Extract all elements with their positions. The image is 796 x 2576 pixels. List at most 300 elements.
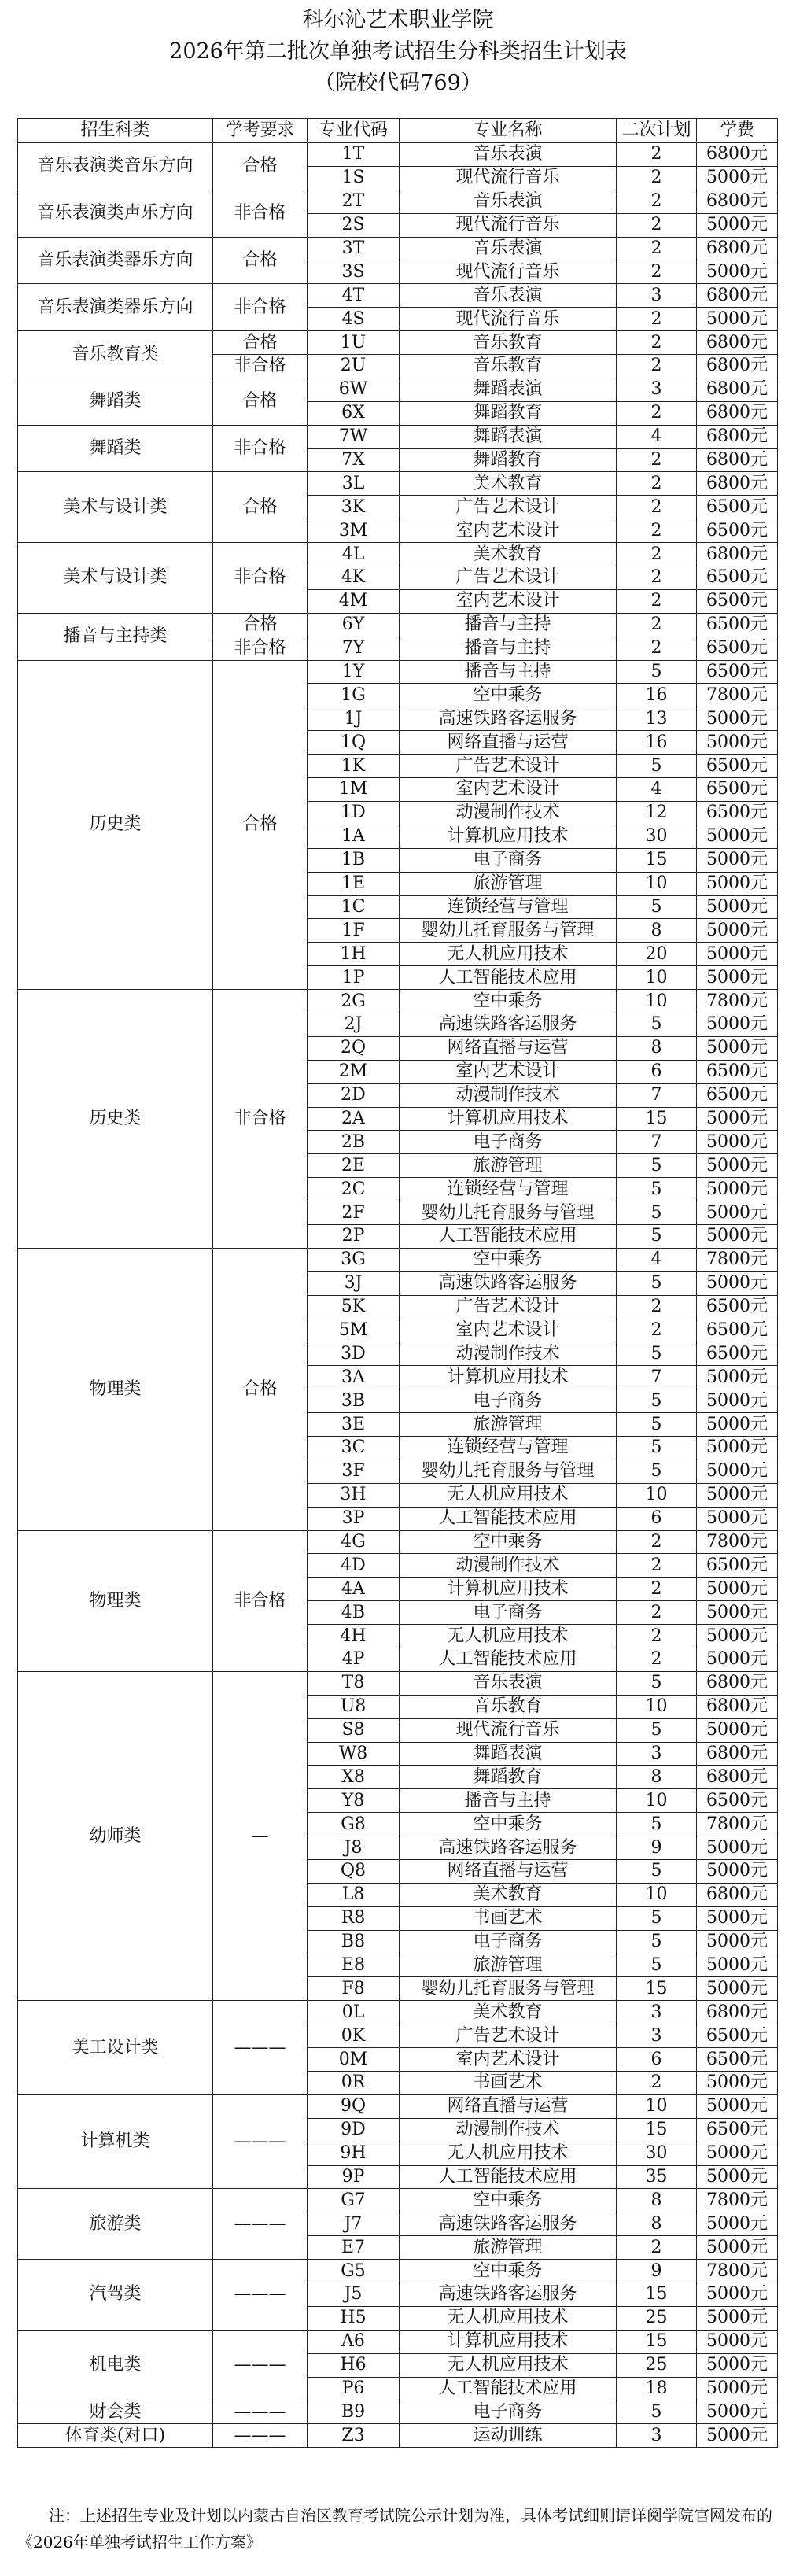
table-row [18, 425, 778, 448]
plan-count-cell: 8 [617, 1766, 697, 1789]
major-code-cell: 6Y [308, 613, 400, 637]
tuition-cell: 5000元 [697, 1483, 778, 1507]
tuition-cell: 6500元 [697, 613, 778, 637]
tuition-cell: 5000元 [697, 919, 778, 943]
category-cell: 体育类(对口) [18, 2424, 213, 2448]
category-cell: 美工设计类 [18, 2001, 213, 2095]
header-major-code: 专业代码 [308, 119, 400, 143]
plan-count-cell: 4 [617, 778, 697, 802]
requirement-cell: 非合格 [213, 990, 308, 1249]
header-requirement: 学考要求 [213, 119, 308, 143]
plan-count-cell: 15 [617, 1977, 697, 2001]
major-code-cell: W8 [308, 1742, 400, 1766]
tuition-cell: 5000元 [697, 943, 778, 966]
tuition-cell: 5000元 [697, 2306, 778, 2330]
category-cell: 舞蹈类 [18, 425, 213, 472]
major-code-cell: 3E [308, 1413, 400, 1437]
major-name-cell: 舞蹈教育 [400, 448, 617, 472]
major-name-cell: 空中乘务 [400, 684, 617, 707]
plan-count-cell: 9 [617, 1836, 697, 1860]
tuition-cell: 6500元 [697, 660, 778, 684]
major-code-cell: 1K [308, 755, 400, 778]
tuition-cell: 7800元 [697, 1530, 778, 1554]
plan-count-cell: 16 [617, 731, 697, 755]
category-cell: 音乐表演类声乐方向 [18, 190, 213, 237]
plan-count-cell: 2 [617, 166, 697, 190]
category-cell: 旅游类 [18, 2189, 213, 2260]
requirement-cell: 非合格 [213, 284, 308, 331]
major-name-cell: 运动训练 [400, 2424, 617, 2448]
major-code-cell: 6W [308, 378, 400, 401]
major-code-cell: 2Q [308, 1036, 400, 1060]
major-code-cell: 1E [308, 872, 400, 895]
plan-count-cell: 2 [617, 2236, 697, 2260]
plan-count-cell: 4 [617, 425, 697, 448]
major-name-cell: 人工智能技术应用 [400, 2377, 617, 2401]
major-code-cell: 4P [308, 1648, 400, 1672]
major-code-cell: 1J [308, 707, 400, 731]
major-name-cell: 音乐表演 [400, 284, 617, 308]
tuition-cell: 6800元 [697, 190, 778, 213]
plan-count-cell: 13 [617, 707, 697, 731]
plan-count-cell: 8 [617, 2189, 697, 2212]
tuition-cell: 6800元 [697, 472, 778, 496]
major-code-cell: Z3 [308, 2424, 400, 2448]
plan-count-cell: 2 [617, 519, 697, 543]
plan-count-cell: 2 [617, 613, 697, 637]
tuition-cell: 5000元 [697, 1718, 778, 1742]
requirement-cell: 合格 [213, 331, 308, 355]
plan-count-cell: 18 [617, 2377, 697, 2401]
plan-count-cell: 2 [617, 260, 697, 284]
major-code-cell: 2P [308, 1224, 400, 1248]
plan-count-cell: 30 [617, 825, 697, 848]
major-code-cell: 2M [308, 1060, 400, 1083]
plan-count-cell: 15 [617, 848, 697, 872]
plan-count-cell: 2 [617, 143, 697, 167]
major-name-cell: 广告艺术设计 [400, 496, 617, 519]
major-name-cell: 计算机应用技术 [400, 1578, 617, 1601]
major-name-cell: 音乐教育 [400, 1695, 617, 1718]
major-name-cell: 高速铁路客运服务 [400, 2212, 617, 2236]
major-code-cell: Q8 [308, 1860, 400, 1884]
major-code-cell: 0L [308, 2001, 400, 2024]
major-code-cell: G8 [308, 1813, 400, 1836]
category-cell: 物理类 [18, 1248, 213, 1530]
major-name-cell: 网络直播与运营 [400, 2094, 617, 2118]
title-block [0, 0, 796, 113]
major-name-cell: 电子商务 [400, 2401, 617, 2424]
major-code-cell: 4T [308, 284, 400, 308]
major-name-cell: 现代流行音乐 [400, 213, 617, 237]
major-code-cell: 4B [308, 1601, 400, 1625]
major-code-cell: 1P [308, 966, 400, 990]
major-code-cell: 3G [308, 1248, 400, 1271]
major-name-cell: 电子商务 [400, 1389, 617, 1413]
major-name-cell: 旅游管理 [400, 872, 617, 895]
plan-count-cell: 6 [617, 2048, 697, 2072]
category-cell: 财会类 [18, 2401, 213, 2424]
plan-count-cell: 3 [617, 378, 697, 401]
tuition-cell: 6500元 [697, 1060, 778, 1083]
major-name-cell: 广告艺术设计 [400, 1295, 617, 1319]
requirement-cell: 非合格 [213, 637, 308, 660]
major-code-cell: 3K [308, 496, 400, 519]
tuition-cell: 6800元 [697, 448, 778, 472]
plan-count-cell: 2 [617, 496, 697, 519]
major-code-cell: 1F [308, 919, 400, 943]
plan-count-cell: 2 [617, 566, 697, 590]
major-code-cell: G7 [308, 2189, 400, 2212]
tuition-cell: 5000元 [697, 1154, 778, 1178]
major-name-cell: 广告艺术设计 [400, 755, 617, 778]
major-name-cell: 无人机应用技术 [400, 2353, 617, 2377]
tuition-cell: 6500元 [697, 496, 778, 519]
plan-count-cell: 10 [617, 1883, 697, 1906]
plan-count-cell: 5 [617, 1671, 697, 1695]
major-name-cell: 现代流行音乐 [400, 166, 617, 190]
major-name-cell: 旅游管理 [400, 2236, 617, 2260]
tuition-cell: 5000元 [697, 1507, 778, 1530]
category-cell: 历史类 [18, 990, 213, 1249]
major-name-cell: 美术教育 [400, 472, 617, 496]
major-code-cell: 2T [308, 190, 400, 213]
header-tuition: 学费 [697, 119, 778, 143]
tuition-cell: 6800元 [697, 143, 778, 167]
plan-count-cell: 2 [617, 1648, 697, 1672]
plan-count-cell: 3 [617, 2424, 697, 2448]
major-name-cell: 音乐表演 [400, 237, 617, 260]
major-code-cell: 1C [308, 895, 400, 919]
plan-count-cell: 5 [617, 1389, 697, 1413]
major-name-cell: 空中乘务 [400, 1813, 617, 1836]
major-code-cell: 3J [308, 1271, 400, 1295]
major-name-cell: 连锁经营与管理 [400, 895, 617, 919]
major-name-cell: 舞蹈表演 [400, 1742, 617, 1766]
requirement-cell: ——— [213, 2330, 308, 2401]
header-category: 招生科类 [18, 119, 213, 143]
tuition-cell: 5000元 [697, 1954, 778, 1977]
plan-count-cell: 25 [617, 2306, 697, 2330]
tuition-cell: 5000元 [697, 2236, 778, 2260]
plan-count-cell: 5 [617, 2401, 697, 2424]
major-name-cell: 连锁经营与管理 [400, 1436, 617, 1460]
major-code-cell: 2A [308, 1107, 400, 1131]
major-name-cell: 动漫制作技术 [400, 1554, 617, 1578]
major-code-cell: 4D [308, 1554, 400, 1578]
plan-count-cell: 5 [617, 1930, 697, 1954]
major-code-cell: J5 [308, 2283, 400, 2307]
header-major-name: 专业名称 [400, 119, 617, 143]
tuition-cell: 5000元 [697, 2072, 778, 2095]
major-code-cell: 2J [308, 1013, 400, 1036]
major-code-cell: 2S [308, 213, 400, 237]
tuition-cell: 6500元 [697, 1083, 778, 1107]
plan-count-cell: 7 [617, 1131, 697, 1154]
tuition-cell: 6500元 [697, 2048, 778, 2072]
table-row [18, 331, 778, 355]
tuition-cell: 5000元 [697, 1648, 778, 1672]
plan-count-cell: 2 [617, 355, 697, 378]
enrollment-plan-table [17, 118, 778, 2448]
major-name-cell: 高速铁路客运服务 [400, 1836, 617, 1860]
requirement-cell: 非合格 [213, 425, 308, 472]
tuition-cell: 6500元 [697, 1554, 778, 1578]
plan-count-cell: 5 [617, 1154, 697, 1178]
tuition-cell: 7800元 [697, 990, 778, 1013]
tuition-cell: 5000元 [697, 1906, 778, 1930]
table-row [18, 990, 778, 1013]
tuition-cell: 5000元 [697, 1013, 778, 1036]
major-code-cell: 4A [308, 1578, 400, 1601]
plan-count-cell: 5 [617, 1954, 697, 1977]
plan-count-cell: 2 [617, 637, 697, 660]
tuition-cell: 6800元 [697, 237, 778, 260]
major-name-cell: 动漫制作技术 [400, 801, 617, 825]
major-name-cell: 动漫制作技术 [400, 1083, 617, 1107]
plan-count-cell: 35 [617, 2165, 697, 2189]
plan-count-cell: 10 [617, 2094, 697, 2118]
table-row [18, 472, 778, 496]
table-row [18, 284, 778, 308]
major-code-cell: X8 [308, 1766, 400, 1789]
tuition-cell: 6500元 [697, 519, 778, 543]
major-name-cell: 空中乘务 [400, 1248, 617, 1271]
requirement-cell: 非合格 [213, 190, 308, 237]
major-name-cell: 计算机应用技术 [400, 1366, 617, 1389]
tuition-cell: 6500元 [697, 755, 778, 778]
major-code-cell: R8 [308, 1906, 400, 1930]
tuition-cell: 7800元 [697, 1248, 778, 1271]
major-name-cell: 舞蹈表演 [400, 425, 617, 448]
tuition-cell: 6800元 [697, 1766, 778, 1789]
plan-count-cell: 2 [617, 190, 697, 213]
tuition-cell: 5000元 [697, 895, 778, 919]
major-name-cell: 书画艺术 [400, 2072, 617, 2095]
major-code-cell: 3B [308, 1389, 400, 1413]
plan-count-cell: 15 [617, 2118, 697, 2142]
tuition-cell: 6500元 [697, 1319, 778, 1342]
plan-count-cell: 10 [617, 1483, 697, 1507]
major-name-cell: 人工智能技术应用 [400, 2165, 617, 2189]
tuition-cell: 5000元 [697, 213, 778, 237]
tuition-cell: 5000元 [697, 166, 778, 190]
major-code-cell: 3D [308, 1342, 400, 1366]
major-name-cell: 舞蹈表演 [400, 378, 617, 401]
plan-count-cell: 15 [617, 2283, 697, 2307]
major-name-cell: 室内艺术设计 [400, 519, 617, 543]
major-code-cell: 9P [308, 2165, 400, 2189]
tuition-cell: 5000元 [697, 2212, 778, 2236]
tuition-cell: 5000元 [697, 2401, 778, 2424]
tuition-cell: 6500元 [697, 637, 778, 660]
tuition-cell: 6500元 [697, 1342, 778, 1366]
major-name-cell: 计算机应用技术 [400, 2330, 617, 2353]
plan-count-cell: 4 [617, 1248, 697, 1271]
major-name-cell: 广告艺术设计 [400, 566, 617, 590]
requirement-cell: 合格 [213, 143, 308, 190]
tuition-cell: 5000元 [697, 1930, 778, 1954]
major-name-cell: 计算机应用技术 [400, 825, 617, 848]
tuition-cell: 5000元 [697, 1107, 778, 1131]
major-code-cell: 9Q [308, 2094, 400, 2118]
tuition-cell: 6800元 [697, 543, 778, 566]
tuition-cell: 5000元 [697, 2142, 778, 2165]
table-row [18, 613, 778, 637]
footnote: 注：上述招生专业及计划以内蒙古自治区教育考试院公示计划为准，具体考试细则请详阅学院官网发布的《2026年单独考试招生工作方案》 [17, 2506, 772, 2552]
major-name-cell: 无人机应用技术 [400, 2142, 617, 2165]
major-code-cell: 3S [308, 260, 400, 284]
major-name-cell: 现代流行音乐 [400, 308, 617, 331]
plan-count-cell: 10 [617, 1789, 697, 1813]
plan-count-cell: 9 [617, 2260, 697, 2283]
category-cell: 美术与设计类 [18, 543, 213, 614]
plan-count-cell: 5 [617, 1436, 697, 1460]
plan-count-cell: 7 [617, 1366, 697, 1389]
major-name-cell: 播音与主持 [400, 637, 617, 660]
requirement-cell: 合格 [213, 378, 308, 425]
major-code-cell: A6 [308, 2330, 400, 2353]
major-code-cell: 0R [308, 2072, 400, 2095]
tuition-cell: 5000元 [697, 1836, 778, 1860]
plan-count-cell: 2 [617, 1530, 697, 1554]
major-code-cell: 1U [308, 331, 400, 355]
major-code-cell: B8 [308, 1930, 400, 1954]
major-name-cell: 室内艺术设计 [400, 2048, 617, 2072]
major-name-cell: 人工智能技术应用 [400, 1507, 617, 1530]
plan-count-cell: 2 [617, 448, 697, 472]
requirement-cell: ——— [213, 2001, 308, 2095]
tuition-cell: 6500元 [697, 1789, 778, 1813]
plan-count-cell: 6 [617, 1060, 697, 1083]
major-name-cell: 连锁经营与管理 [400, 1178, 617, 1201]
plan-count-cell: 2 [617, 1601, 697, 1625]
major-code-cell: T8 [308, 1671, 400, 1695]
tuition-cell: 6800元 [697, 331, 778, 355]
major-name-cell: 人工智能技术应用 [400, 1224, 617, 1248]
major-code-cell: 7Y [308, 637, 400, 660]
tuition-cell: 5000元 [697, 872, 778, 895]
tuition-cell: 5000元 [697, 1389, 778, 1413]
major-code-cell: 3M [308, 519, 400, 543]
major-name-cell: 空中乘务 [400, 2260, 617, 2283]
major-name-cell: 婴幼儿托育服务与管理 [400, 1977, 617, 2001]
major-name-cell: 音乐教育 [400, 331, 617, 355]
table-row [18, 1671, 778, 1695]
major-name-cell: 高速铁路客运服务 [400, 707, 617, 731]
tuition-cell: 5000元 [697, 1036, 778, 1060]
plan-count-cell: 2 [617, 237, 697, 260]
plan-count-cell: 2 [617, 1295, 697, 1319]
requirement-cell: 合格 [213, 1248, 308, 1530]
major-name-cell: 网络直播与运营 [400, 1860, 617, 1884]
major-name-cell: 网络直播与运营 [400, 1036, 617, 1060]
requirement-cell: 非合格 [213, 1530, 308, 1671]
requirement-cell: 非合格 [213, 543, 308, 614]
major-code-cell: B9 [308, 2401, 400, 2424]
major-name-cell: 高速铁路客运服务 [400, 1271, 617, 1295]
plan-count-cell: 5 [617, 1013, 697, 1036]
tuition-cell: 5000元 [697, 1625, 778, 1648]
major-name-cell: 无人机应用技术 [400, 1625, 617, 1648]
category-cell: 机电类 [18, 2330, 213, 2401]
tuition-cell: 6800元 [697, 425, 778, 448]
tuition-cell: 6800元 [697, 355, 778, 378]
category-cell: 舞蹈类 [18, 378, 213, 425]
major-name-cell: 动漫制作技术 [400, 2118, 617, 2142]
table-row [18, 2260, 778, 2283]
tuition-cell: 5000元 [697, 2283, 778, 2307]
major-code-cell: H6 [308, 2353, 400, 2377]
tuition-cell: 5000元 [697, 1131, 778, 1154]
tuition-cell: 6500元 [697, 1295, 778, 1319]
category-cell: 音乐教育类 [18, 331, 213, 378]
table-row [18, 1248, 778, 1271]
major-name-cell: 婴幼儿托育服务与管理 [400, 1201, 617, 1225]
plan-count-cell: 8 [617, 2212, 697, 2236]
category-cell: 幼师类 [18, 1671, 213, 2000]
tuition-cell: 6500元 [697, 589, 778, 613]
major-name-cell: 电子商务 [400, 1601, 617, 1625]
major-code-cell: 7X [308, 448, 400, 472]
school-code: （院校代码769） [314, 71, 482, 95]
plan-count-cell: 2 [617, 308, 697, 331]
major-name-cell: 空中乘务 [400, 2189, 617, 2212]
tuition-cell: 5000元 [697, 1578, 778, 1601]
tuition-cell: 5000元 [697, 2353, 778, 2377]
major-name-cell: 网络直播与运营 [400, 731, 617, 755]
plan-count-cell: 5 [617, 1906, 697, 1930]
tuition-cell: 5000元 [697, 1201, 778, 1225]
tuition-cell: 5000元 [697, 1601, 778, 1625]
major-name-cell: 旅游管理 [400, 1413, 617, 1437]
table-title: 2026年第二批次单独考试招生分科类招生计划表 [169, 39, 627, 64]
plan-count-cell: 5 [617, 1718, 697, 1742]
major-code-cell: 2E [308, 1154, 400, 1178]
plan-count-cell: 10 [617, 990, 697, 1013]
major-name-cell: 播音与主持 [400, 613, 617, 637]
plan-count-cell: 2 [617, 543, 697, 566]
tuition-cell: 7800元 [697, 2260, 778, 2283]
table-row [18, 190, 778, 213]
requirement-cell: — [213, 1671, 308, 2000]
tuition-cell: 6500元 [697, 566, 778, 590]
tuition-cell: 5000元 [697, 2424, 778, 2448]
major-name-cell: 高速铁路客运服务 [400, 2283, 617, 2307]
category-cell: 物理类 [18, 1530, 213, 1671]
plan-count-cell: 2 [617, 213, 697, 237]
tuition-cell: 6800元 [697, 1883, 778, 1906]
tuition-cell: 5000元 [697, 308, 778, 331]
tuition-cell: 6500元 [697, 2118, 778, 2142]
tuition-cell: 5000元 [697, 707, 778, 731]
major-code-cell: 4M [308, 589, 400, 613]
major-name-cell: 无人机应用技术 [400, 2306, 617, 2330]
category-cell: 计算机类 [18, 2094, 213, 2189]
tuition-cell: 5000元 [697, 731, 778, 755]
major-code-cell: 1H [308, 943, 400, 966]
major-code-cell: G5 [308, 2260, 400, 2283]
major-code-cell: J7 [308, 2212, 400, 2236]
header-plan-count: 二次计划 [617, 119, 697, 143]
plan-count-cell: 5 [617, 1342, 697, 1366]
table-row [18, 237, 778, 260]
plan-count-cell: 30 [617, 2142, 697, 2165]
major-code-cell: 2B [308, 1131, 400, 1154]
tuition-cell: 5000元 [697, 825, 778, 848]
major-code-cell: 4S [308, 308, 400, 331]
plan-count-cell: 15 [617, 2330, 697, 2353]
